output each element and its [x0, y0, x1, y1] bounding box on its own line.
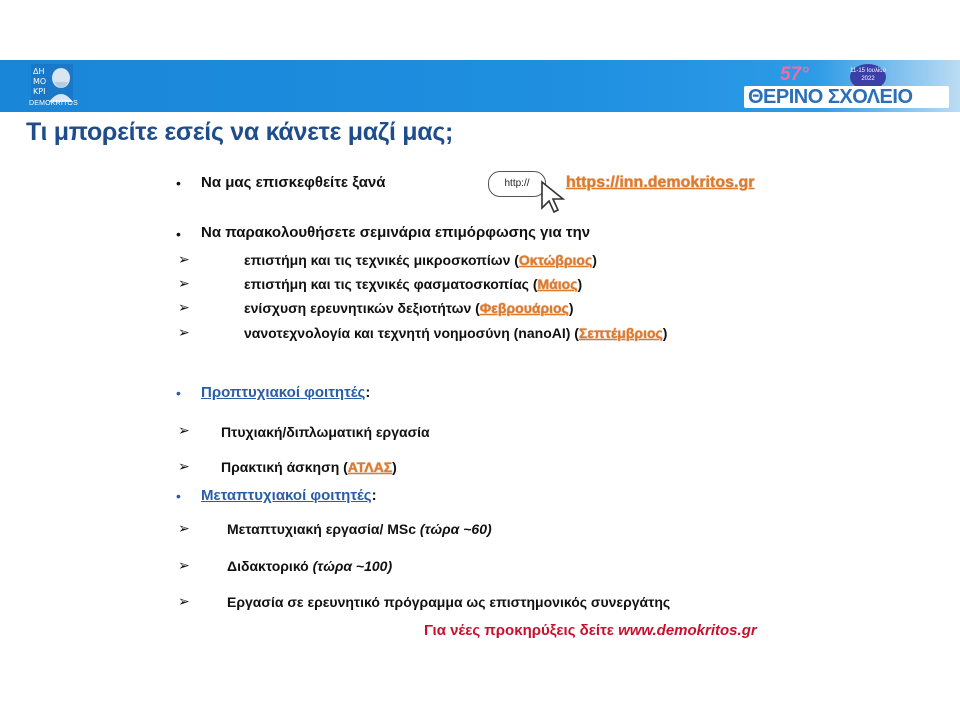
svg-text:ΔΗ: ΔΗ	[33, 67, 45, 76]
phd-item: Διδακτορικό (τώρα ~100)	[227, 558, 393, 574]
arrow-marker: ➢	[178, 520, 190, 536]
svg-text:ΜΟ: ΜΟ	[33, 77, 47, 86]
event-dates-badge: 11-15 Ιουλίου 2022	[850, 64, 886, 90]
bullet-marker: •	[176, 175, 181, 191]
seminar-month: Οκτώβριος	[518, 252, 593, 268]
arrow-marker: ➢	[178, 299, 190, 315]
seminars-label: Να παρακολουθήσετε σεμινάρια επιμόρφωσης για την	[201, 224, 591, 241]
visit-label: Να μας επισκεφθείτε ξανά	[201, 174, 386, 191]
seminar-item: νανοτεχνολογία και τεχνητή νοημοσύνη (nanoAI) (Σεπτέμβριος)	[244, 325, 668, 341]
cursor-icon	[540, 180, 566, 214]
seminar-month: Σεπτέμβριος	[578, 325, 663, 341]
demokritos-website-link[interactable]: www.demokritos.gr	[618, 622, 757, 639]
svg-text:ΚΡΙ: ΚΡΙ	[33, 87, 46, 96]
seminar-item: επιστήμη και τις τεχνικές μικροσκοπίων (Οκτώβριος)	[244, 252, 597, 268]
project-item: Εργασία σε ερευνητικό πρόγραμμα ως επιστημονικός συνεργάτης	[227, 594, 671, 610]
bullet-marker: •	[176, 488, 181, 504]
seminar-month: Μάιος	[537, 276, 578, 292]
footer-note: Για νέες προκηρύξεις δείτε www.demokritos.gr	[424, 622, 757, 639]
demokritos-bust-icon	[27, 62, 77, 102]
logo-caption: DEMOKRITOS	[29, 100, 78, 107]
msc-item: Μεταπτυχιακή εργασία/ MSc (τώρα ~60)	[227, 521, 492, 537]
undergrad-heading: Προπτυχιακοί φοιτητές:	[201, 384, 371, 401]
arrow-marker: ➢	[178, 458, 190, 474]
arrow-marker: ➢	[178, 422, 190, 438]
event-edition: 57°	[780, 64, 809, 85]
bullet-marker: •	[176, 385, 181, 401]
arrow-marker: ➢	[178, 557, 190, 573]
bullet-marker: •	[176, 226, 181, 242]
seminar-item: ενίσχυση ερευνητικών δεξιοτήτων (Φεβρουάριος)	[244, 300, 574, 316]
thesis-item: Πτυχιακή/διπλωματική εργασία	[221, 424, 430, 440]
seminar-month: Φεβρουάριος	[479, 300, 569, 316]
postgrad-heading: Μεταπτυχιακοί φοιτητές:	[201, 487, 377, 504]
practice-item: Πρακτική άσκηση (ΑΤΛΑΣ)	[221, 459, 397, 475]
inn-website-link[interactable]: https://inn.demokritos.gr	[566, 174, 755, 191]
atlas-program: ΑΤΛΑΣ	[347, 459, 393, 475]
url-button-graphic: http://	[488, 171, 546, 197]
seminar-item: επιστήμη και τις τεχνικές φασματοσκοπίας (Μάιος)	[244, 276, 583, 292]
arrow-marker: ➢	[178, 275, 190, 291]
event-name: ΘΕΡΙΝΟ ΣΧΟΛΕΙΟ	[748, 86, 913, 108]
arrow-marker: ➢	[178, 593, 190, 609]
summer-school-logo	[740, 62, 956, 110]
arrow-marker: ➢	[178, 251, 190, 267]
page-title: Τι μπορείτε εσείς να κάνετε μαζί μας;	[26, 118, 454, 146]
arrow-marker: ➢	[178, 324, 190, 340]
